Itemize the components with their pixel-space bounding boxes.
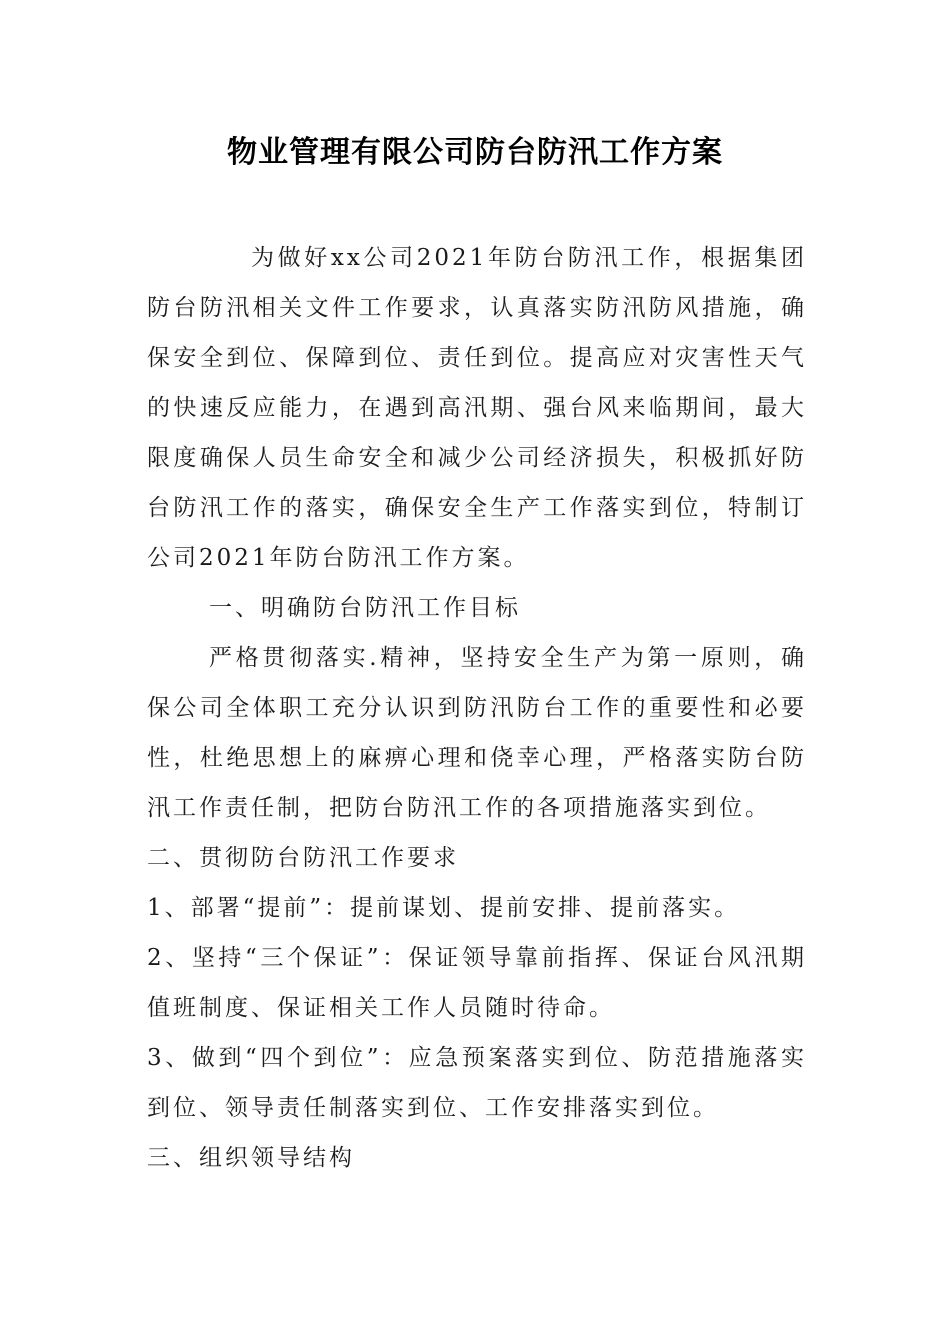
section-heading-2: 二、贯彻防台防汛工作要求 [147,845,459,871]
intro-paragraph: 为做好xx公司2021年防台防汛工作，根据集团防台防汛相关文件工作要求，认真落实防汛防风措施，确保安全到位、保障到位、责任到位。提高应对灾害性天气的快速反应能力，在遇到高汛期、强台风来临期间，最大限度确保人员生命安全和减少公司经济损失，积极抓好防台防汛工作的落实，确保安全生产工作落实到位，特制订公司2021年防台防汛工作方案。 [147,245,807,571]
list-item-2: 2、坚持“三个保证”：保证领导靠前指挥、保证台风汛期值班制度、保证相关工作人员随时待命。 [147,945,807,1021]
section-heading-3: 三、组织领导结构 [147,1145,355,1171]
document-title: 物业管理有限公司防台防汛工作方案 [227,135,723,170]
list-item-3: 3、做到“四个到位”：应急预案落实到位、防范措施落实到位、领导责任制落实到位、工作安排落实到位。 [147,1045,807,1121]
section-heading-1: 一、明确防台防汛工作目标 [209,595,521,621]
list-item-1: 1、部署“提前”：提前谋划、提前安排、提前落实。 [147,895,741,921]
section-paragraph-1: 严格贯彻落实.精神，坚持安全生产为第一原则，确保公司全体职工充分认识到防汛防台工作的重要性和必要性，杜绝思想上的麻痹心理和侥幸心理，严格落实防台防汛工作责任制，把防台防汛工作的各项措施落实到位。 [147,645,807,821]
document-body [147,233,807,1183]
